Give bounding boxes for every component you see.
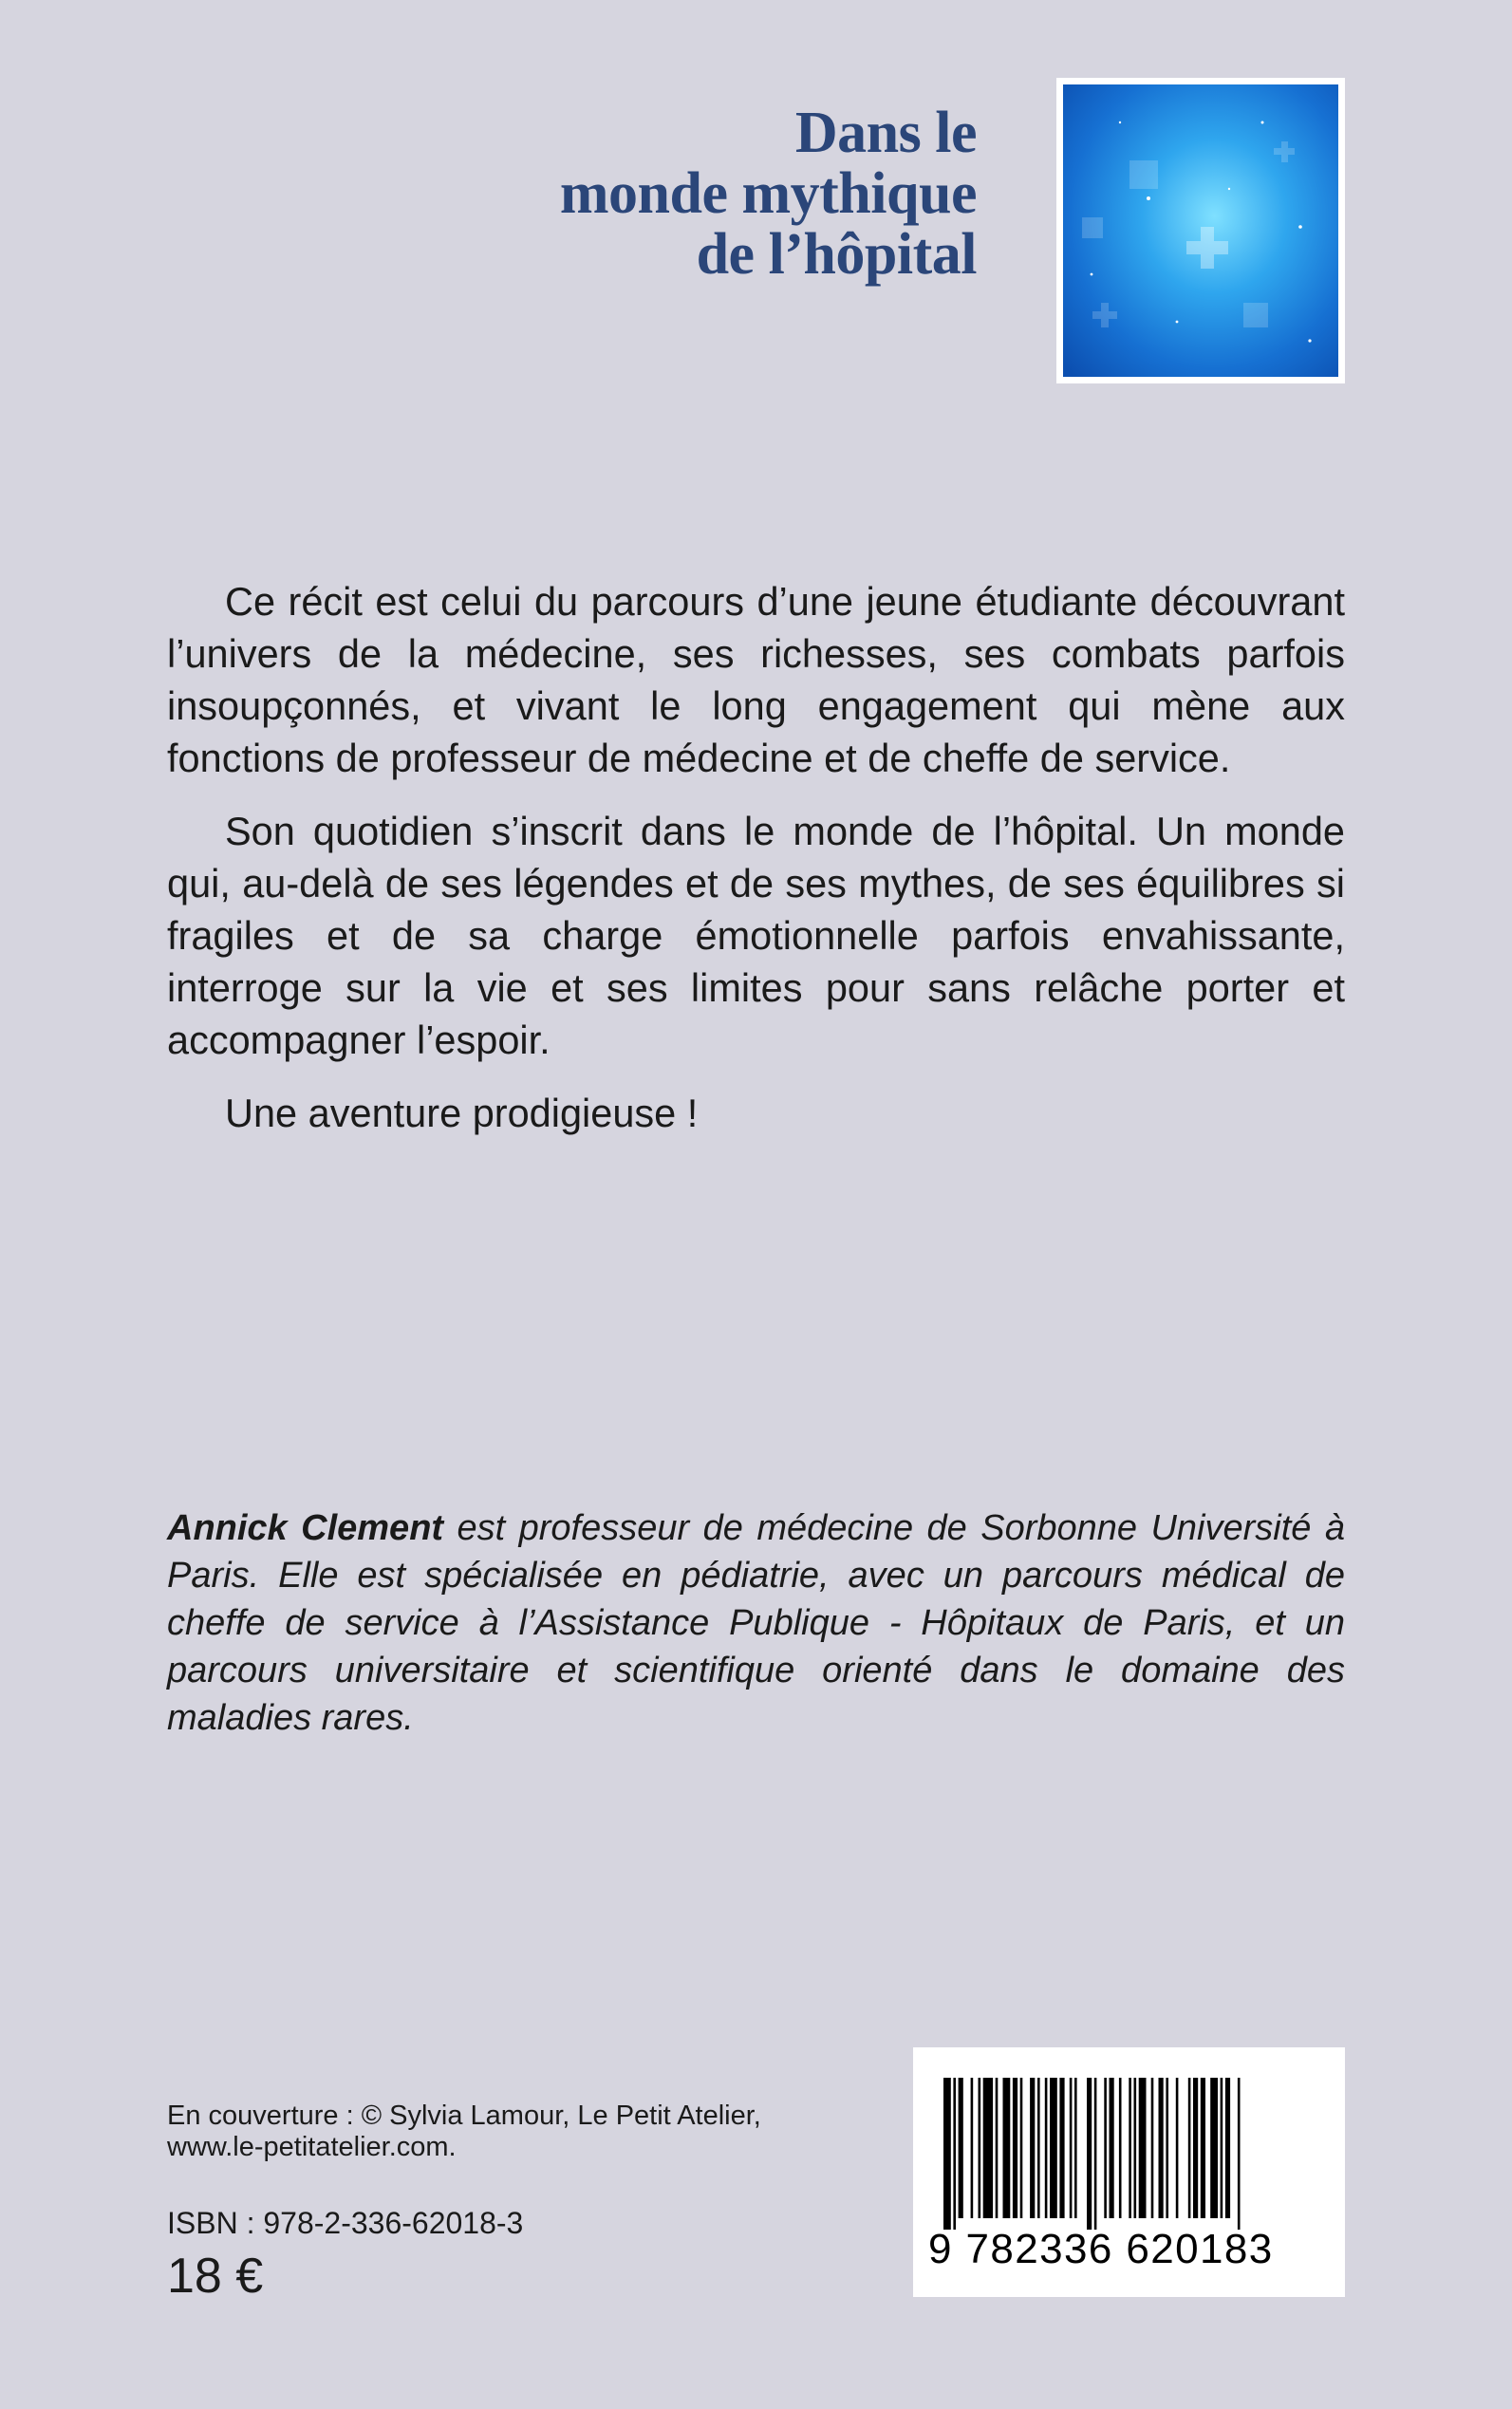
barcode-bar bbox=[1188, 2078, 1191, 2218]
title-line-2: monde mythique bbox=[559, 161, 977, 226]
barcode-bar bbox=[1193, 2078, 1198, 2218]
barcode-bar bbox=[1151, 2078, 1154, 2218]
barcode-bar bbox=[1225, 2078, 1230, 2218]
author-name: Annick Clement bbox=[167, 1508, 444, 1548]
barcode-bar bbox=[1059, 2078, 1064, 2218]
barcode-bar bbox=[1159, 2078, 1164, 2218]
barcode-bar bbox=[1013, 2078, 1017, 2218]
barcode-bar bbox=[1221, 2078, 1223, 2218]
barcode-bar bbox=[1210, 2078, 1218, 2218]
title-line-1: Dans le bbox=[794, 101, 977, 165]
barcode-digits: 9 782336 620183 bbox=[928, 2226, 1274, 2272]
barcode-bar bbox=[1050, 2078, 1057, 2218]
blurb-paragraph-3: Une aventure prodigieuse ! bbox=[225, 1091, 699, 1135]
blurb-paragraph-2: Son quotidien s’inscrit dans le monde de l’hôpital. Un monde qui, au-delà de ses légendes et de ses mythes, de ses équilibres si fragiles et de sa charge émotionnelle parfois envahissante, interroge sur la vie et ses limites pour sans relâche porter et accompagner l’espoir. bbox=[167, 809, 1345, 1062]
barcode-bar bbox=[959, 2078, 963, 2218]
cover-thumbnail bbox=[1056, 78, 1345, 383]
barcode-bar bbox=[1003, 2078, 1011, 2218]
barcode-bar bbox=[1110, 2078, 1114, 2218]
barcode-bar bbox=[943, 2078, 951, 2230]
barcode-bar bbox=[1166, 2078, 1168, 2218]
barcode bbox=[913, 2047, 1345, 2297]
barcode-bar bbox=[1074, 2078, 1077, 2218]
barcode-bar bbox=[979, 2078, 981, 2218]
barcode-bar bbox=[1045, 2078, 1048, 2218]
barcode-bar bbox=[1070, 2078, 1073, 2218]
barcode-bar bbox=[1020, 2078, 1023, 2218]
isbn: ISBN : 978-2-336-62018-3 bbox=[167, 2206, 524, 2240]
back-cover-blurb bbox=[167, 575, 1345, 1160]
barcode-bar bbox=[1129, 2078, 1131, 2218]
cover-credit-line-1: En couverture : © Sylvia Lamour, Le Petit Atelier, bbox=[167, 2101, 761, 2131]
author-bio bbox=[167, 1504, 1345, 1742]
price: 18 € bbox=[167, 2249, 264, 2304]
barcode-bar bbox=[1201, 2078, 1205, 2218]
barcode-bar bbox=[1104, 2078, 1107, 2218]
barcode-bar bbox=[996, 2078, 999, 2218]
blurb-paragraph-1: Ce récit est celui du parcours d’une jeune étudiante découvrant l’univers de la médecine, ses richesses, ses combats parfois insoupçonnés, et vivant le long engagement qui mène aux fonctions de professeur de médecine et de cheffe de service. bbox=[167, 579, 1345, 780]
barcode-bar bbox=[1087, 2078, 1092, 2230]
barcode-bar bbox=[1030, 2078, 1035, 2218]
barcode-bars bbox=[930, 2078, 1329, 2230]
barcode-bar bbox=[1139, 2078, 1147, 2218]
barcode-bar bbox=[1119, 2078, 1122, 2218]
cross-icon bbox=[1063, 84, 1338, 377]
barcode-bar bbox=[1094, 2078, 1097, 2230]
barcode-bar bbox=[983, 2078, 993, 2218]
barcode-bar bbox=[1176, 2078, 1179, 2218]
barcode-bar bbox=[971, 2078, 974, 2218]
barcode-bar bbox=[1238, 2078, 1241, 2230]
barcode-bar bbox=[1134, 2078, 1137, 2218]
cover-credit-line-2: www.le-petitatelier.com. bbox=[167, 2132, 457, 2162]
title-line-3: de l’hôpital bbox=[696, 222, 977, 287]
barcode-bar bbox=[1037, 2078, 1040, 2218]
cover-credit bbox=[167, 2101, 761, 2163]
barcode-bar bbox=[953, 2078, 956, 2230]
author-bio-text: est professeur de médecine de Sorbonne Université à Paris. Elle est spécialisée en pédiatrie, avec un parcours médical de cheffe de service à l’Assistance Publique - Hôpitaux de Paris, et un parcours universitaire et scientifique orienté dans le domaine des maladies rares. bbox=[167, 1508, 1345, 1738]
book-title bbox=[560, 103, 977, 285]
